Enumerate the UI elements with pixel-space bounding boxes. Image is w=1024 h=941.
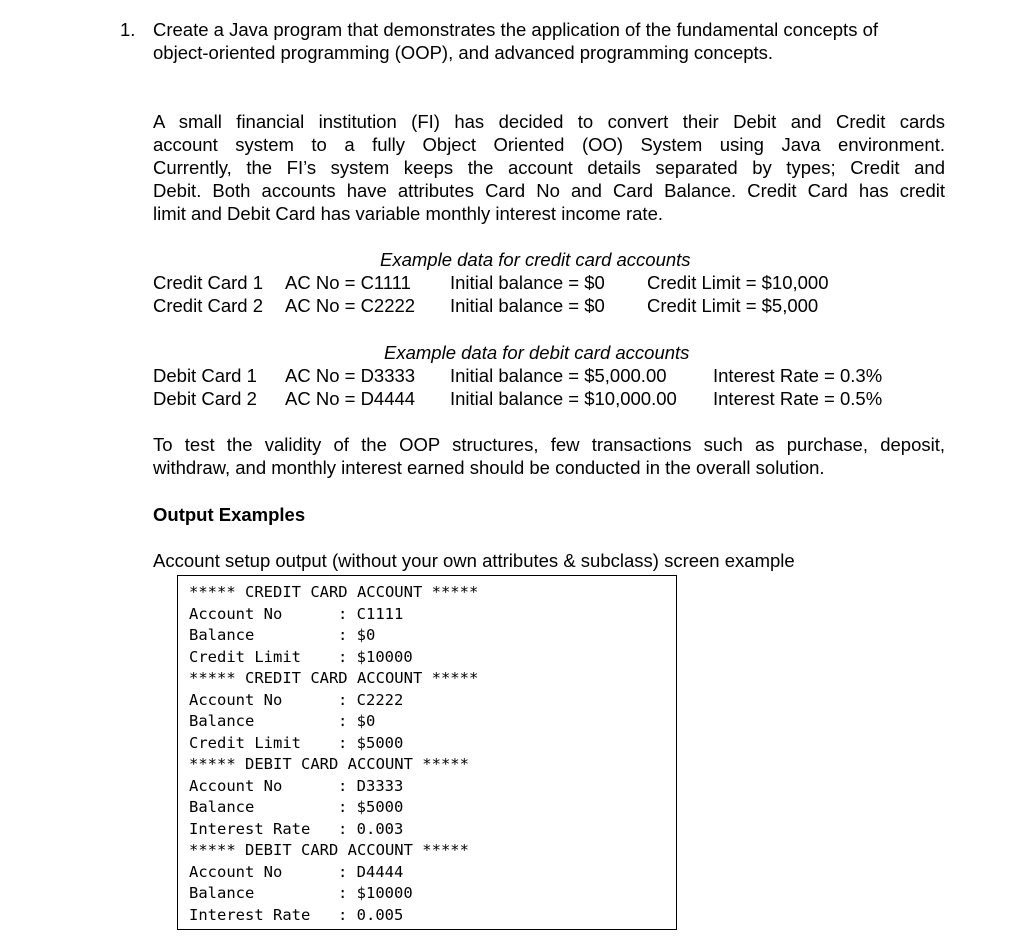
test-paragraph-line: To test the validity of the OOP structures, few transactions such as purchase, deposit, (153, 434, 945, 455)
debit-example-heading: Example data for debit card accounts (384, 342, 690, 363)
console-value: : $10000 (338, 884, 413, 902)
question-line-1: Create a Java program that demonstrates the application of the fundamental concepts of (153, 19, 879, 40)
credit-card-limit: Credit Limit = $5,000 (647, 295, 819, 316)
debit-card-label: Debit Card 1 (153, 365, 257, 386)
console-label: Account No (189, 604, 283, 623)
console-label: Balance (189, 798, 255, 816)
console-value: : C2222 (338, 690, 404, 709)
console-label: Credit Limit (189, 733, 301, 752)
question-line-2: object-oriented programming (OOP), and advanced programming concepts. (153, 42, 774, 63)
debit-card-label: Debit Card 2 (153, 388, 257, 409)
debit-card-ac: AC No = D4444 (285, 388, 416, 409)
console-header: ***** DEBIT CARD ACCOUNT ***** (189, 841, 469, 859)
console-value: : $5000 (338, 798, 404, 816)
console-label: Account No (189, 690, 283, 709)
question-number: 1. (120, 19, 136, 40)
credit-card-balance: Initial balance = $0 (450, 272, 605, 293)
debit-card-balance: Initial balance = $10,000.00 (450, 388, 677, 409)
debit-card-ac: AC No = D3333 (285, 365, 416, 386)
console-label: Credit Limit (189, 647, 301, 666)
console-value: : $10000 (338, 647, 413, 666)
paragraph-line: Debit. Both accounts have attributes Card No and Card Balance. Credit Card has credit (153, 180, 945, 201)
console-header: ***** CREDIT CARD ACCOUNT ***** (189, 583, 479, 601)
console-label: Balance (189, 884, 255, 902)
console-output-box (177, 575, 677, 930)
console-value: : D4444 (338, 862, 404, 881)
debit-card-balance: Initial balance = $5,000.00 (450, 365, 667, 386)
console-header: ***** CREDIT CARD ACCOUNT ***** (189, 669, 479, 687)
console-value: : $0 (338, 712, 376, 730)
console-value: : 0.003 (338, 819, 404, 838)
test-paragraph-line: withdraw, and monthly interest earned should be conducted in the overall solution. (153, 457, 825, 478)
paragraph-line: Currently, the FI’s system keeps the account details separated by types; Credit and (153, 157, 945, 178)
console-header: ***** DEBIT CARD ACCOUNT ***** (189, 755, 469, 773)
credit-card-limit: Credit Limit = $10,000 (647, 272, 829, 293)
console-value: : D3333 (338, 776, 404, 795)
console-value: : $0 (338, 626, 376, 644)
console-label: Interest Rate (189, 905, 311, 924)
console-label: Balance (189, 712, 255, 730)
console-label: Interest Rate (189, 819, 311, 838)
console-label: Account No (189, 862, 283, 881)
console-label: Balance (189, 626, 255, 644)
console-label: Account No (189, 776, 283, 795)
credit-card-label: Credit Card 2 (153, 295, 264, 316)
paragraph-line: limit and Debit Card has variable monthly interest income rate. (153, 203, 664, 224)
paragraph-line: A small financial institution (FI) has decided to convert their Debit and Credit cards (153, 111, 945, 132)
output-examples-heading: Output Examples (153, 504, 306, 525)
credit-example-heading: Example data for credit card accounts (380, 249, 691, 270)
debit-card-rate: Interest Rate = 0.5% (713, 388, 883, 409)
console-value: : $5000 (338, 733, 404, 752)
paragraph-line: account system to a fully Object Oriented (OO) System using Java environment. (153, 134, 945, 155)
credit-card-balance: Initial balance = $0 (450, 295, 605, 316)
credit-card-ac: AC No = C1111 (285, 272, 411, 293)
credit-card-label: Credit Card 1 (153, 272, 264, 293)
debit-card-rate: Interest Rate = 0.3% (713, 365, 883, 386)
console-value: : C1111 (338, 604, 404, 623)
credit-card-ac: AC No = C2222 (285, 295, 416, 316)
console-value: : 0.005 (338, 905, 404, 924)
setup-caption: Account setup output (without your own attributes & subclass) screen example (153, 550, 795, 571)
